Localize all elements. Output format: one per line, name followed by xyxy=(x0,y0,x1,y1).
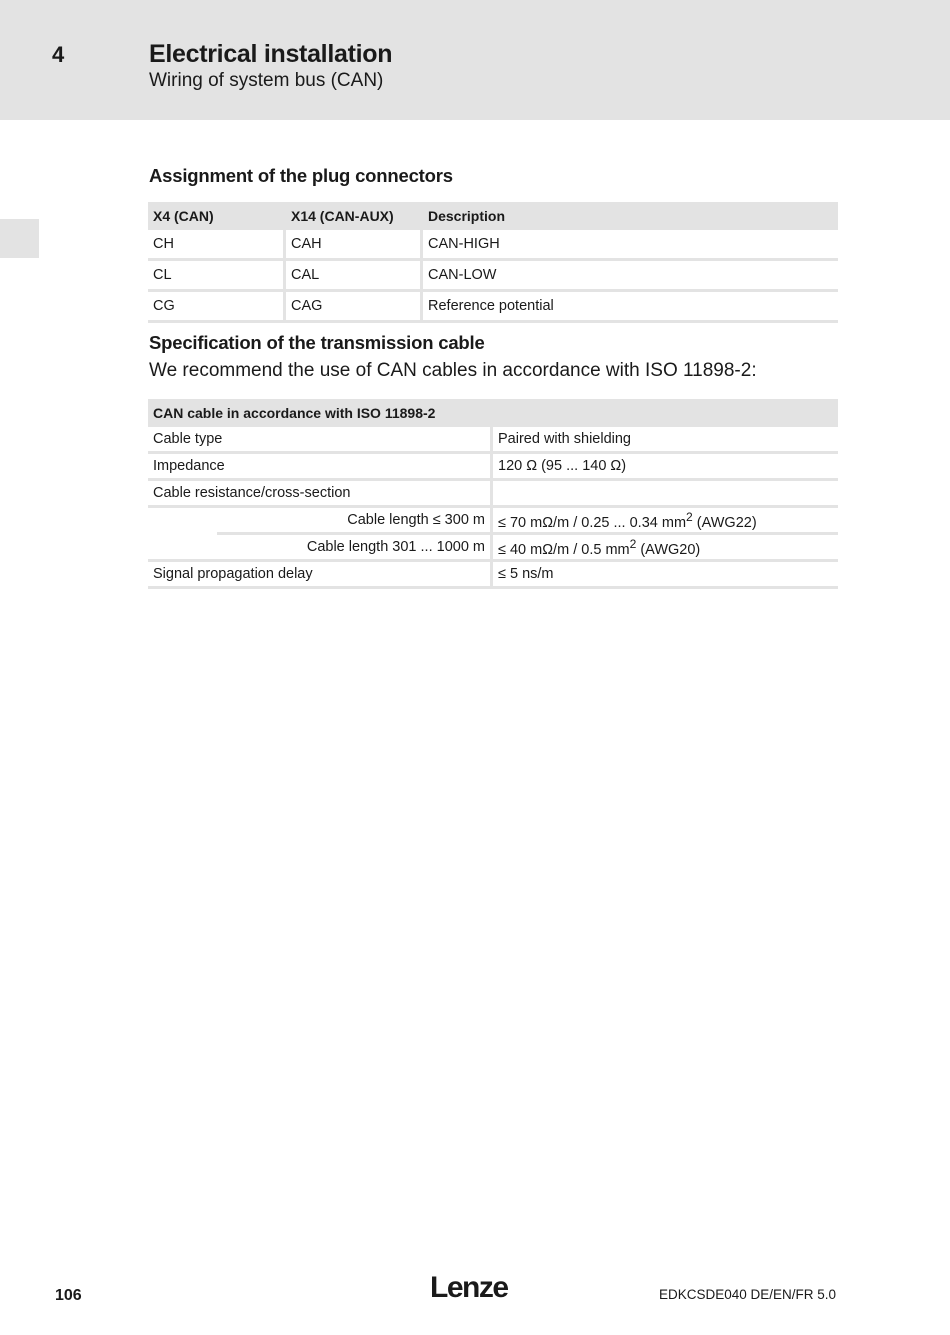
table-cell: CAN-HIGH xyxy=(423,230,838,261)
chapter-subtitle: Wiring of system bus (CAN) xyxy=(149,70,384,91)
document-id: EDKCSDE040 DE/EN/FR 5.0 xyxy=(658,1287,836,1302)
column-header-description: Description xyxy=(423,202,838,230)
table-row xyxy=(148,230,838,261)
spec-value-text: ≤ 40 mΩ/m / 0.5 mm xyxy=(498,541,630,558)
table-row xyxy=(148,481,838,508)
section-heading-plug-connectors: Assignment of the plug connectors xyxy=(149,165,453,186)
table-cell: CAH xyxy=(286,230,423,261)
spec-value-text: ≤ 70 mΩ/m / 0.25 ... 0.34 mm xyxy=(498,514,687,531)
table-cell: CH xyxy=(148,230,286,261)
table-cell: CAL xyxy=(286,261,423,292)
spec-value-suffix: (AWG22) xyxy=(692,514,757,531)
table-cell: Reference potential xyxy=(423,292,838,323)
chapter-side-tab xyxy=(0,219,39,258)
spec-value: 120 Ω (95 ... 140 Ω) xyxy=(493,454,838,481)
column-header-x4: X4 (CAN) xyxy=(148,202,286,230)
spec-label: Cable resistance/cross-section xyxy=(148,481,493,508)
lenze-logo: Lenze xyxy=(430,1271,508,1304)
table-header-row xyxy=(148,399,838,427)
table-row xyxy=(148,292,838,323)
spec-label: Impedance xyxy=(148,454,493,481)
spec-value-suffix: (AWG20) xyxy=(636,541,701,558)
chapter-header-band xyxy=(0,0,950,120)
spec-value xyxy=(493,535,838,562)
spec-value: Paired with shielding xyxy=(493,427,838,454)
section-heading-transmission-cable: Specification of the transmission cable xyxy=(149,332,485,353)
table-row xyxy=(148,454,838,481)
indent-cell xyxy=(148,508,217,535)
spec-value: ≤ 5 ns/m xyxy=(493,562,838,589)
table-cell: CG xyxy=(148,292,286,323)
superscript: 2 xyxy=(629,536,637,551)
spec-value xyxy=(493,481,838,508)
superscript: 2 xyxy=(686,509,693,524)
plug-connector-table xyxy=(148,202,838,323)
spec-label: Cable type xyxy=(148,427,493,454)
table-cell: CAN-LOW xyxy=(423,261,838,292)
spec-value xyxy=(493,508,838,535)
cable-spec-table xyxy=(148,399,838,589)
spec-sublabel: Cable length ≤ 300 m xyxy=(217,508,493,535)
table-cell: CAG xyxy=(286,292,423,323)
cable-recommendation-text: We recommend the use of CAN cables in accordance with ISO 11898-2: xyxy=(149,360,757,381)
page-number: 106 xyxy=(55,1287,82,1304)
table-row xyxy=(148,562,838,589)
table-row xyxy=(148,535,838,562)
column-header-x14: X14 (CAN-AUX) xyxy=(286,202,423,230)
chapter-title: Electrical installation xyxy=(149,40,393,68)
chapter-number: 4 xyxy=(52,42,65,67)
cable-table-header: CAN cable in accordance with ISO 11898-2 xyxy=(148,399,838,427)
spec-label: Signal propagation delay xyxy=(148,562,493,589)
indent-cell xyxy=(148,535,217,562)
spec-sublabel: Cable length 301 ... 1000 m xyxy=(217,535,493,562)
table-row xyxy=(148,508,838,535)
table-cell: CL xyxy=(148,261,286,292)
table-row xyxy=(148,261,838,292)
table-header-row xyxy=(148,202,838,230)
table-row xyxy=(148,427,838,454)
